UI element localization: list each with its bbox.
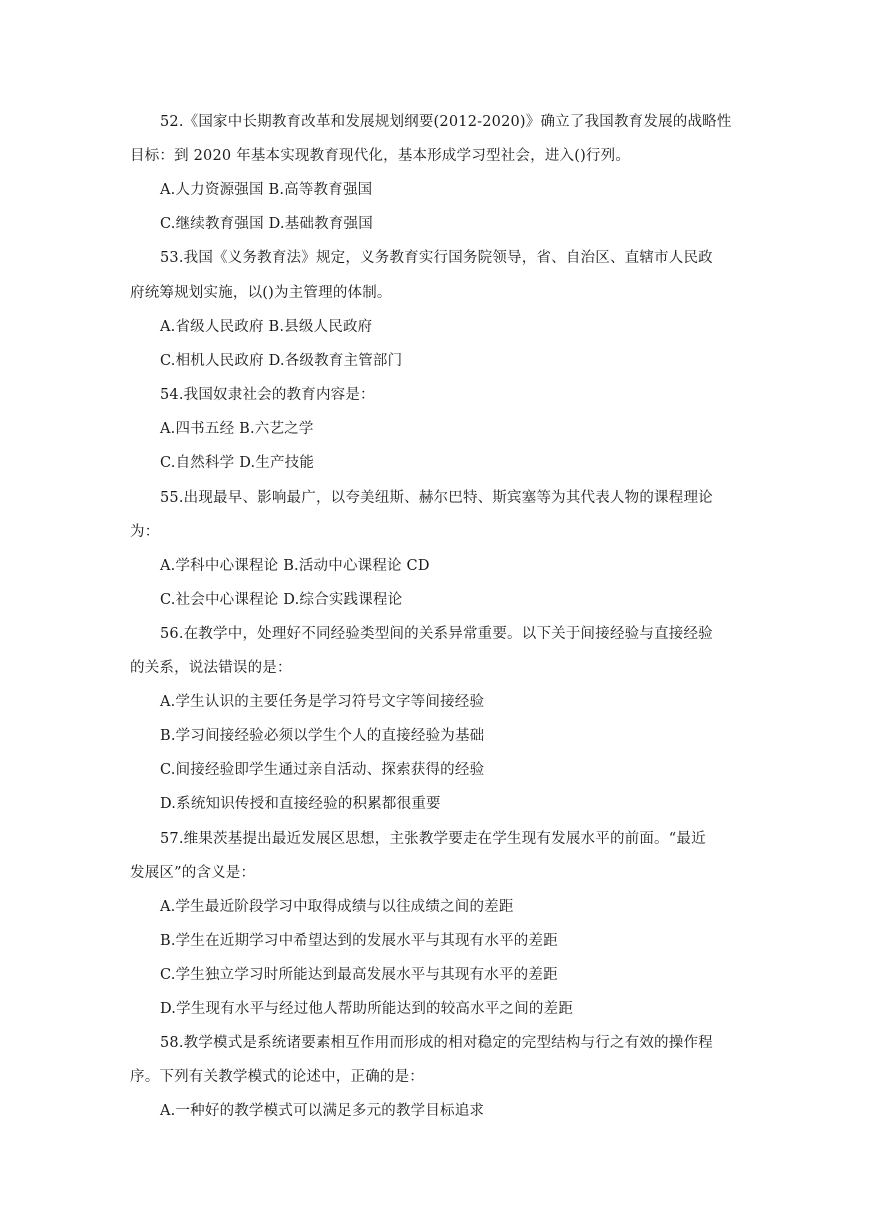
q58-stem-line1: 58.教学模式是系统诸要素相互作用而形成的相对稳定的完型结构与行之有效的操作程 [160,1035,713,1051]
q53-options-line2: C.相机人民政府 D.各级教育主管部门 [160,353,403,369]
q56-option-c: C.间接经验即学生通过亲自活动、探索获得的经验 [160,762,485,778]
q55-options-line1: A.学科中心课程论 B.活动中心课程论 CD [160,558,430,574]
q52-stem-line2: 目标：到 2020 年基本实现教育现代化，基本形成学习型社会，进入()行列。 [130,148,631,164]
q56-stem-line2: 的关系，说法错误的是： [130,660,292,676]
q52-options-line1: A.人力资源强国 B.高等教育强国 [160,182,373,198]
q53-options-line1: A.省级人民政府 B.县级人民政府 [160,319,373,335]
q58-option-a: A.一种好的教学模式可以满足多元的教学目标追求 [160,1103,485,1119]
q57-option-c: C.学生独立学习时所能达到最高发展水平与其现有水平的差距 [160,967,558,983]
q53-stem-line2: 府统筹规划实施，以()为主管理的体制。 [130,285,392,301]
q57-option-d: D.学生现有水平与经过他人帮助所能达到的较高水平之间的差距 [160,1001,574,1017]
q57-option-b: B.学生在近期学习中希望达到的发展水平与其现有水平的差距 [160,933,558,949]
q55-options-line2: C.社会中心课程论 D.综合实践课程论 [160,592,403,608]
q58-stem-line2: 序。下列有关教学模式的论述中，正确的是： [130,1069,424,1085]
q57-stem-line2: 发展区”的含义是： [130,865,256,881]
q54-stem-line1: 54.我国奴隶社会的教育内容是： [160,387,375,403]
q56-option-d: D.系统知识传授和直接经验的积累都很重要 [160,796,441,812]
q55-stem-line2: 为： [130,524,160,540]
q56-stem-line1: 56.在教学中，处理好不同经验类型间的关系异常重要。以下关于间接经验与直接经验 [160,626,713,642]
q56-option-a: A.学生认识的主要任务是学习符号文字等间接经验 [160,694,485,710]
q53-stem-line1: 53.我国《义务教育法》规定，义务教育实行国务院领导，省、自治区、直辖市人民政 [160,250,713,266]
q57-stem-line1: 57.维果茨基提出最近发展区思想，主张教学要走在学生现有发展水平的前面。“最近 [160,831,706,847]
q56-option-b: B.学习间接经验必须以学生个人的直接经验为基础 [160,728,485,744]
q52-options-line2: C.继续教育强国 D.基础教育强国 [160,216,373,232]
q52-stem-line1: 52.《国家中长期教育改革和发展规划纲要(2012-2020)》确立了我国教育发展的战略性 [160,114,732,130]
q55-stem-line1: 55.出现最早、影响最广，以夸美纽斯、赫尔巴特、斯宾塞等为其代表人物的课程理论 [160,490,713,506]
q54-options-line1: A.四书五经 B.六艺之学 [160,421,314,437]
q54-options-line2: C.自然科学 D.生产技能 [160,455,315,471]
q57-option-a: A.学生最近阶段学习中取得成绩与以往成绩之间的差距 [160,899,514,915]
